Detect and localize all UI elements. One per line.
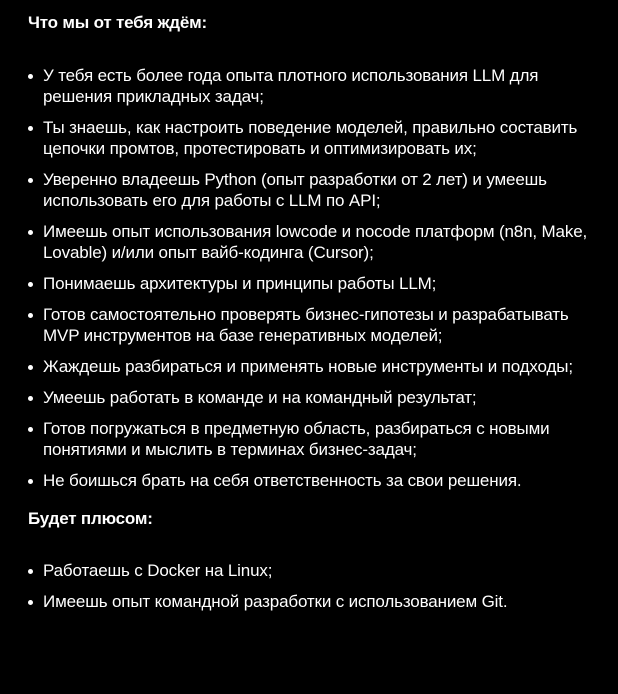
list-item: Готов погружаться в предметную область, разбираться с новыми понятиями и мыслить в терминах бизнес-задач; — [28, 418, 603, 460]
bullet-icon — [28, 126, 33, 131]
list-item: У тебя есть более года опыта плотного использования LLM для решения прикладных задач; — [28, 65, 603, 107]
list-item: Работаешь с Docker на Linux; — [28, 560, 603, 581]
list-item: Имеешь опыт командной разработки с использованием Git. — [28, 591, 603, 612]
list-item: Жаждешь разбираться и применять новые инструменты и подходы; — [28, 356, 603, 377]
list-item: Умеешь работать в команде и на командный результат; — [28, 387, 603, 408]
bullet-icon — [28, 427, 33, 432]
bullet-icon — [28, 365, 33, 370]
bullet-icon — [28, 313, 33, 318]
section-heading-requirements: Что мы от тебя ждём: — [28, 13, 207, 32]
bullet-icon — [28, 74, 33, 79]
list-item: Понимаешь архитектуры и принципы работы LLM; — [28, 273, 603, 294]
list-item: Не боишься брать на себя ответственность за свои решения. — [28, 470, 603, 491]
section-heading-bonus: Будет плюсом: — [28, 509, 153, 528]
list-item: Ты знаешь, как настроить поведение моделей, правильно составить цепочки промтов, протестировать и оптимизировать их; — [28, 117, 603, 159]
bullet-icon — [28, 569, 33, 574]
bullet-icon — [28, 178, 33, 183]
bullet-icon — [28, 396, 33, 401]
requirements-list — [28, 65, 618, 491]
bullet-icon — [28, 282, 33, 287]
list-item: Уверенно владеешь Python (опыт разработки от 2 лет) и умеешь использовать его для работы с LLM по API; — [28, 169, 603, 211]
list-item: Имеешь опыт использования lowcode и nocode платформ (n8n, Make, Lovable) и/или опыт вайб-кодинга (Cursor); — [28, 221, 603, 263]
bullet-icon — [28, 600, 33, 605]
bullet-icon — [28, 479, 33, 484]
bonus-list — [28, 560, 618, 612]
bullet-icon — [28, 230, 33, 235]
list-item: Готов самостоятельно проверять бизнес-гипотезы и разрабатывать MVP инструментов на базе генеративных моделей; — [28, 304, 603, 346]
